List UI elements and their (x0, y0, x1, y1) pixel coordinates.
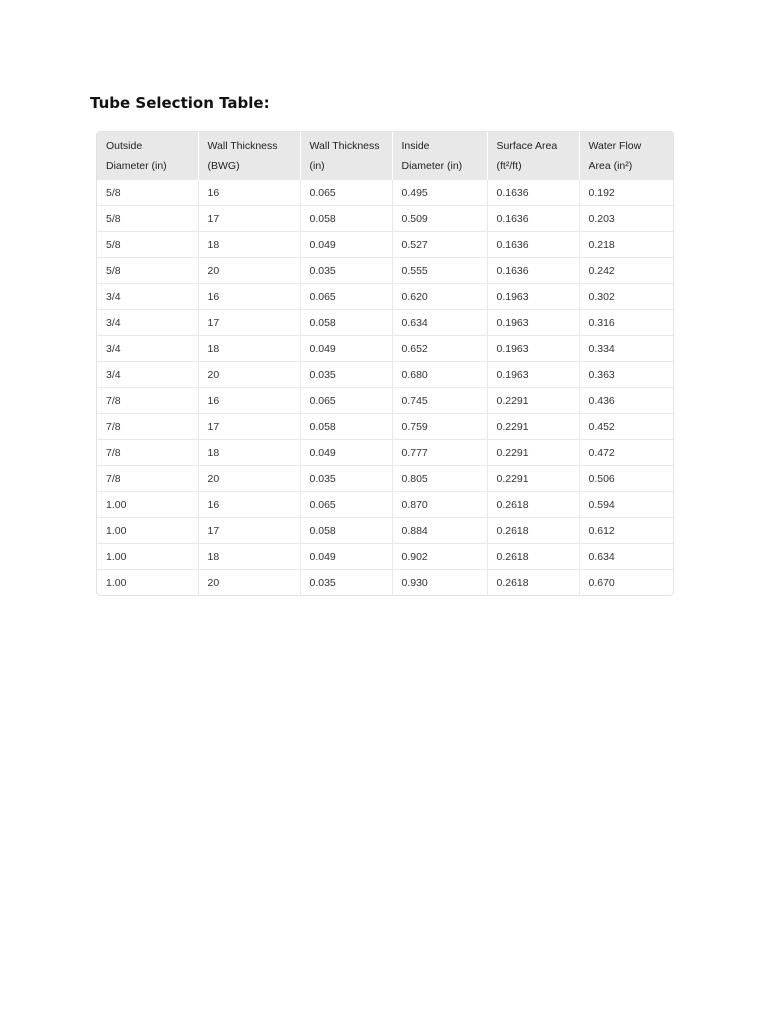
cell-surface-area: 0.1963 (487, 362, 579, 388)
cell-wall-thickness-in: 0.035 (300, 258, 392, 284)
page-title: Tube Selection Table: (90, 94, 270, 112)
cell-inside-diameter: 0.870 (392, 492, 487, 518)
cell-inside-diameter: 0.805 (392, 466, 487, 492)
table-row (97, 284, 673, 310)
cell-wall-thickness-bwg: 20 (198, 362, 300, 388)
cell-wall-thickness-bwg: 17 (198, 518, 300, 544)
cell-outside-diameter: 1.00 (97, 570, 198, 596)
cell-inside-diameter: 0.884 (392, 518, 487, 544)
table-header (97, 132, 673, 180)
table-row (97, 310, 673, 336)
cell-surface-area: 0.1963 (487, 310, 579, 336)
cell-wall-thickness-in: 0.065 (300, 492, 392, 518)
header-water-flow-area (579, 132, 673, 180)
cell-water-flow-area: 0.334 (579, 336, 673, 362)
cell-wall-thickness-bwg: 20 (198, 258, 300, 284)
header-row (97, 132, 673, 180)
header-line: (ft²/ft) (496, 159, 522, 172)
cell-wall-thickness-bwg: 17 (198, 310, 300, 336)
cell-wall-thickness-in: 0.058 (300, 206, 392, 232)
table-row (97, 336, 673, 362)
table-row (97, 492, 673, 518)
cell-outside-diameter: 1.00 (97, 518, 198, 544)
tube-selection-table (96, 131, 674, 596)
table-row (97, 570, 673, 596)
cell-water-flow-area: 0.316 (579, 310, 673, 336)
cell-outside-diameter: 7/8 (97, 440, 198, 466)
table-row (97, 414, 673, 440)
cell-inside-diameter: 0.759 (392, 414, 487, 440)
table-row (97, 362, 673, 388)
header-line: Wall Thickness (207, 139, 278, 152)
cell-outside-diameter: 3/4 (97, 284, 198, 310)
cell-water-flow-area: 0.436 (579, 388, 673, 414)
cell-wall-thickness-bwg: 18 (198, 232, 300, 258)
cell-wall-thickness-in: 0.065 (300, 180, 392, 206)
cell-wall-thickness-bwg: 17 (198, 414, 300, 440)
cell-water-flow-area: 0.612 (579, 518, 673, 544)
cell-water-flow-area: 0.452 (579, 414, 673, 440)
cell-outside-diameter: 1.00 (97, 544, 198, 570)
cell-surface-area: 0.1963 (487, 336, 579, 362)
cell-water-flow-area: 0.634 (579, 544, 673, 570)
cell-wall-thickness-bwg: 16 (198, 284, 300, 310)
cell-inside-diameter: 0.745 (392, 388, 487, 414)
cell-water-flow-area: 0.594 (579, 492, 673, 518)
cell-surface-area: 0.1963 (487, 284, 579, 310)
cell-wall-thickness-in: 0.058 (300, 518, 392, 544)
table-row (97, 544, 673, 570)
cell-wall-thickness-bwg: 16 (198, 180, 300, 206)
cell-wall-thickness-bwg: 20 (198, 466, 300, 492)
header-inside-diameter (392, 132, 487, 180)
cell-wall-thickness-in: 0.065 (300, 284, 392, 310)
table-body (97, 180, 673, 596)
cell-water-flow-area: 0.203 (579, 206, 673, 232)
header-line: Outside (106, 139, 143, 152)
table-row (97, 180, 673, 206)
cell-surface-area: 0.2291 (487, 414, 579, 440)
cell-outside-diameter: 3/4 (97, 336, 198, 362)
cell-surface-area: 0.1636 (487, 232, 579, 258)
header-line: Surface Area (496, 139, 558, 152)
cell-surface-area: 0.1636 (487, 180, 579, 206)
table-row (97, 258, 673, 284)
cell-wall-thickness-in: 0.035 (300, 466, 392, 492)
cell-wall-thickness-bwg: 16 (198, 388, 300, 414)
header-surface-area (487, 132, 579, 180)
cell-inside-diameter: 0.495 (392, 180, 487, 206)
cell-outside-diameter: 1.00 (97, 492, 198, 518)
header-line: Area (in²) (588, 159, 633, 172)
table-row (97, 466, 673, 492)
cell-wall-thickness-in: 0.049 (300, 232, 392, 258)
cell-surface-area: 0.2618 (487, 492, 579, 518)
cell-surface-area: 0.1636 (487, 258, 579, 284)
table-row (97, 232, 673, 258)
table-row (97, 388, 673, 414)
header-line: Water Flow (588, 139, 642, 152)
cell-wall-thickness-bwg: 17 (198, 206, 300, 232)
cell-wall-thickness-in: 0.035 (300, 362, 392, 388)
header-wall-thickness-bwg (198, 132, 300, 180)
cell-wall-thickness-in: 0.035 (300, 570, 392, 596)
cell-water-flow-area: 0.506 (579, 466, 673, 492)
cell-inside-diameter: 0.555 (392, 258, 487, 284)
cell-outside-diameter: 5/8 (97, 232, 198, 258)
cell-surface-area: 0.2618 (487, 518, 579, 544)
cell-inside-diameter: 0.930 (392, 570, 487, 596)
cell-wall-thickness-bwg: 18 (198, 440, 300, 466)
cell-water-flow-area: 0.218 (579, 232, 673, 258)
cell-outside-diameter: 3/4 (97, 310, 198, 336)
cell-inside-diameter: 0.902 (392, 544, 487, 570)
cell-surface-area: 0.1636 (487, 206, 579, 232)
cell-inside-diameter: 0.527 (392, 232, 487, 258)
cell-outside-diameter: 7/8 (97, 466, 198, 492)
header-line: Wall Thickness (309, 139, 380, 152)
header-wall-thickness-in (300, 132, 392, 180)
cell-inside-diameter: 0.509 (392, 206, 487, 232)
cell-water-flow-area: 0.242 (579, 258, 673, 284)
cell-surface-area: 0.2291 (487, 388, 579, 414)
cell-water-flow-area: 0.472 (579, 440, 673, 466)
cell-wall-thickness-bwg: 18 (198, 544, 300, 570)
cell-wall-thickness-bwg: 18 (198, 336, 300, 362)
cell-wall-thickness-bwg: 20 (198, 570, 300, 596)
cell-outside-diameter: 5/8 (97, 206, 198, 232)
cell-inside-diameter: 0.680 (392, 362, 487, 388)
header-line: (BWG) (207, 159, 240, 172)
cell-outside-diameter: 5/8 (97, 258, 198, 284)
cell-outside-diameter: 7/8 (97, 414, 198, 440)
header-outside-diameter (97, 132, 198, 180)
cell-surface-area: 0.2291 (487, 466, 579, 492)
header-line: Diameter (in) (401, 159, 463, 172)
cell-water-flow-area: 0.363 (579, 362, 673, 388)
cell-water-flow-area: 0.302 (579, 284, 673, 310)
table-row (97, 440, 673, 466)
cell-inside-diameter: 0.777 (392, 440, 487, 466)
cell-wall-thickness-bwg: 16 (198, 492, 300, 518)
cell-wall-thickness-in: 0.058 (300, 414, 392, 440)
table-row (97, 206, 673, 232)
cell-inside-diameter: 0.634 (392, 310, 487, 336)
cell-wall-thickness-in: 0.065 (300, 388, 392, 414)
cell-outside-diameter: 3/4 (97, 362, 198, 388)
cell-inside-diameter: 0.652 (392, 336, 487, 362)
cell-wall-thickness-in: 0.049 (300, 440, 392, 466)
cell-surface-area: 0.2291 (487, 440, 579, 466)
cell-water-flow-area: 0.670 (579, 570, 673, 596)
cell-wall-thickness-in: 0.058 (300, 310, 392, 336)
cell-wall-thickness-in: 0.049 (300, 544, 392, 570)
header-line: (in) (309, 159, 325, 172)
cell-water-flow-area: 0.192 (579, 180, 673, 206)
cell-wall-thickness-in: 0.049 (300, 336, 392, 362)
header-line: Inside (401, 139, 430, 152)
cell-outside-diameter: 5/8 (97, 180, 198, 206)
cell-inside-diameter: 0.620 (392, 284, 487, 310)
cell-surface-area: 0.2618 (487, 570, 579, 596)
cell-surface-area: 0.2618 (487, 544, 579, 570)
header-line: Diameter (in) (106, 159, 167, 172)
cell-outside-diameter: 7/8 (97, 388, 198, 414)
table-row (97, 518, 673, 544)
